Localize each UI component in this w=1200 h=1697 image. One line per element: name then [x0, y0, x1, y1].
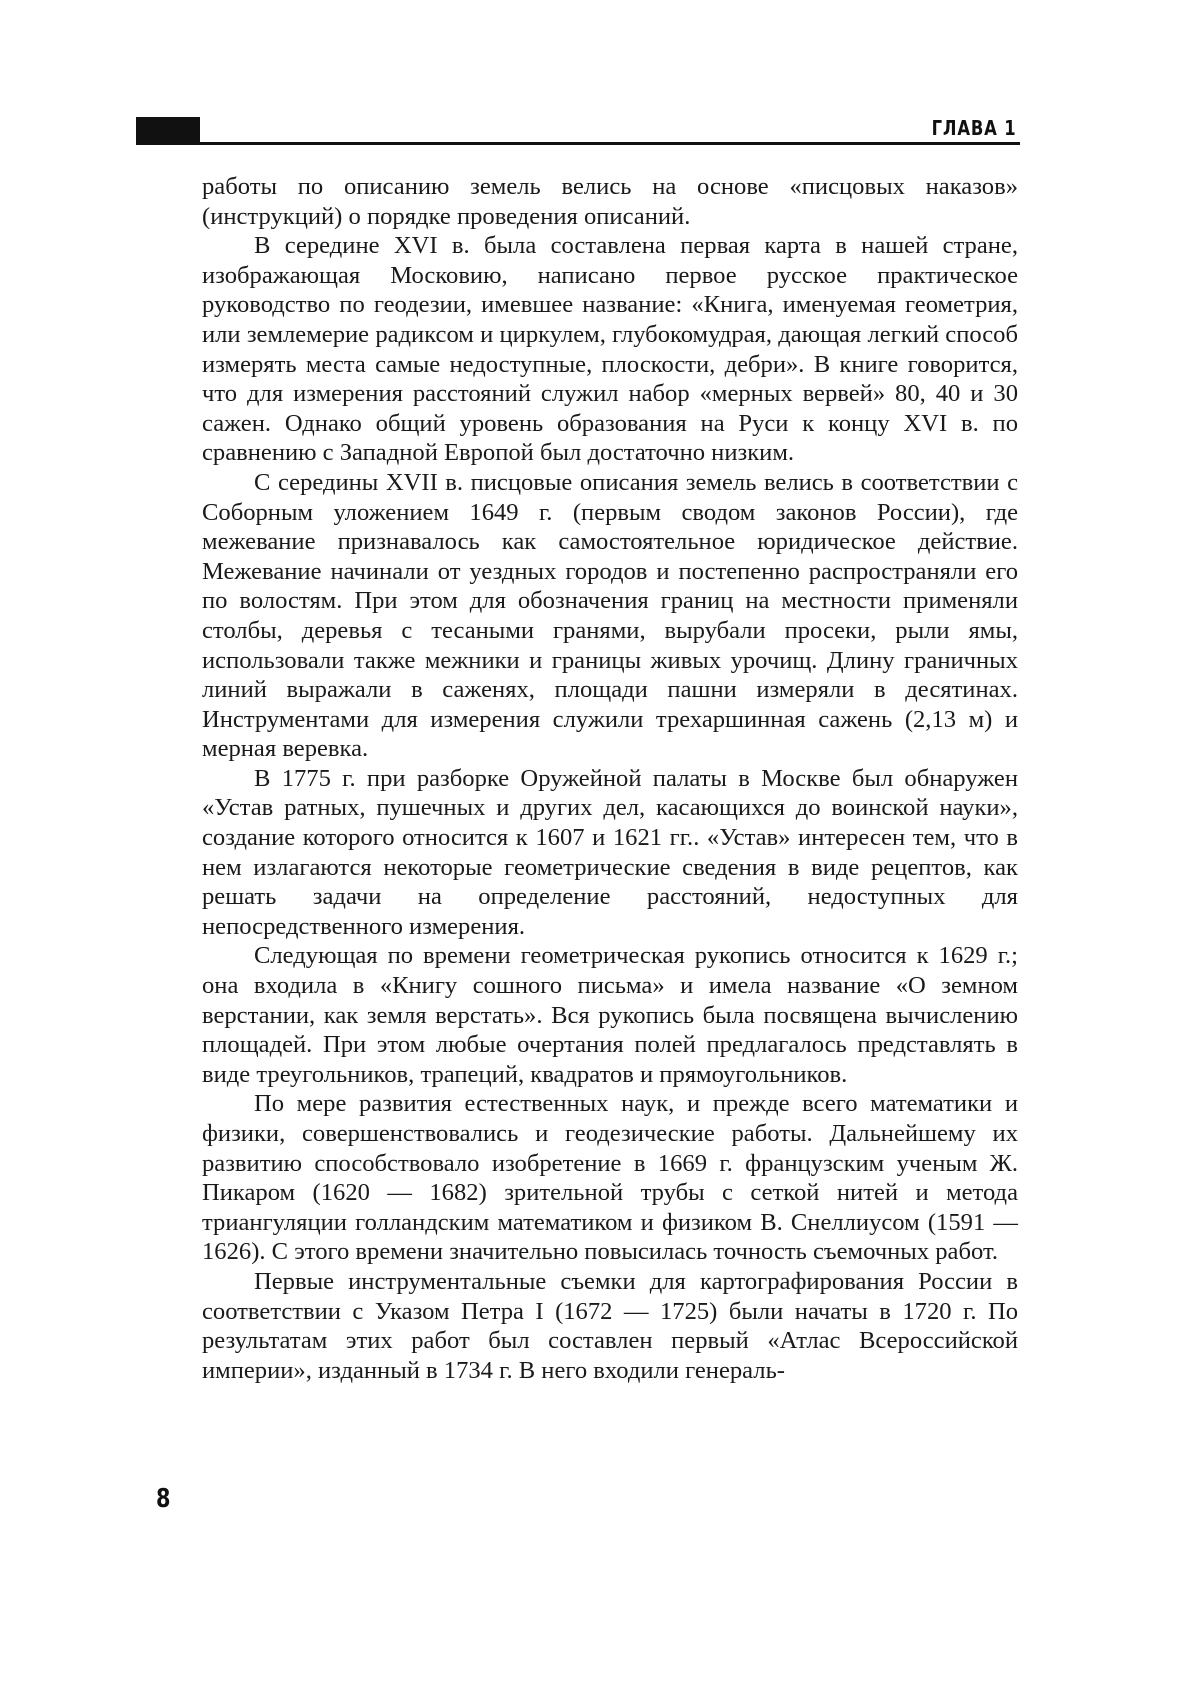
paragraph: С середины XVII в. писцовые описания земель велись в соответствии с Соборным уложением 1649 г. (первым сводом законов России), где межевание признавалось как самостоятельное юридическое действие. Межевание начинали от уездных городов и постепенно распространяли его по волостям. При этом для обозначения границ на местности применяли столбы, деревья с тесаными гранями, вырубали просеки, рыли ямы, использовали также межники и границы живых урочищ. Длину граничных линий выражали в саженях, площади пашни измеряли в десятинах. Инструментами для измерения служили трехаршинная сажень (2,13 м) и мерная веревка. [202, 468, 1018, 763]
running-header [136, 117, 1020, 145]
paragraph: В 1775 г. при разборке Оружейной палаты в Москве был обнаружен «Устав ратных, пушечных и других дел, касающихся до воинской науки», создание которого относится к 1607 и 1621 гг.. «Устав» интересен тем, что в нем излагаются некоторые геометрические сведения в виде рецептов, как решать задачи на определение расстояний, недоступных для непосредственного измерения. [202, 764, 1018, 940]
paragraph: работы по описанию земель велись на основе «писцовых наказов» (инструкций) о порядке проведения описаний. [202, 173, 1018, 230]
body-text [202, 172, 1018, 1385]
paragraph: Следующая по времени геометрическая рукопись относится к 1629 г.; она входила в «Книгу сошного письма» и имела название «О земном верстании, как земля верстать». Вся рукопись была посвящена вычислению площадей. При этом любые очертания полей предлагалось представлять в виде треугольников, трапеций, квадратов и прямоугольников. [202, 942, 1018, 1088]
chapter-label: ГЛАВА 1 [931, 116, 1016, 140]
paragraph: Первые инструментальные съемки для картографирования России в соответствии с Указом Петра I (1672 — 1725) были начаты в 1720 г. По результатам этих работ был составлен первый «Атлас Всероссийской империи», изданный в 1734 г. В него входили генераль- [202, 1267, 1018, 1384]
header-black-block [136, 117, 200, 145]
page-number: 8 [156, 1484, 171, 1514]
paragraph: По мере развития естественных наук, и прежде всего математики и физики, совершенствовались и геодезические работы. Дальнейшему их развитию способствовало изобретение в 1669 г. французским ученым Ж. Пикаром (1620 — 1682) зрительной трубы с сеткой нитей и метода триангуляции голландским математиком и физиком В. Снеллиусом (1591 — 1626). С этого времени значительно повысилась точность съемочных работ. [202, 1090, 1018, 1266]
paragraph: В середине XVI в. была составлена первая карта в нашей стране, изображающая Московию, написано первое русское практическое руководство по геодезии, имевшее название: «Книга, именуемая геометрия, или землемерие радиксом и циркулем, глубокомудрая, дающая легкий способ измерять места самые недоступные, плоскости, дебри». В книге говорится, что для измерения расстояний служил набор «мерных вервей» 80, 40 и 30 сажен. Однако общий уровень образования на Руси к концу XVI в. по сравнению с Западной Европой был достаточно низким. [202, 232, 1018, 467]
header-rule [200, 142, 1020, 145]
